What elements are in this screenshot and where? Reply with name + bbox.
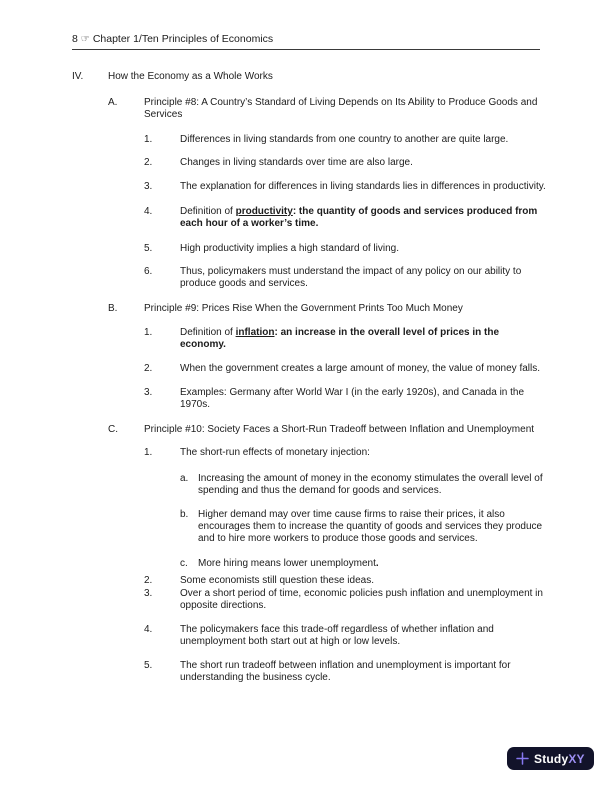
outline-marker: c.	[180, 558, 188, 569]
page-header	[72, 33, 540, 50]
outline-text: How the Economy as a Whole Works	[108, 71, 273, 82]
outline-text: Principle #10: Society Faces a Short-Run Tradeoff between Inflation and Unemployment	[144, 424, 535, 435]
outline-item-1	[72, 447, 546, 459]
outline-item-2	[72, 363, 546, 375]
outline-item-3	[72, 181, 546, 193]
outline-text: Definition of productivity: the quantity of goods and services produced from each hour of a worker’s time.	[180, 206, 538, 229]
outline-marker: 1.	[144, 134, 153, 145]
outline-item-c	[72, 424, 546, 436]
outline-text: Higher demand may over time cause firms to raise their prices, it also encourages them to increase the quantity of goods and services they produce and to hire more workers to produce those goods and services.	[198, 509, 543, 544]
outline-text: Some economists still question these ideas.	[180, 575, 374, 586]
chapter-title: Chapter 1/Ten Principles of Economics	[92, 33, 274, 45]
outline-item-a	[72, 473, 546, 497]
outline-item-4	[72, 206, 546, 230]
outline-item-6	[72, 266, 546, 290]
outline-marker: 3.	[144, 588, 153, 599]
outline-text: The policymakers face this trade-off regardless of whether inflation and unemployment both start out at high or low levels.	[180, 624, 494, 647]
outline-marker: 4.	[144, 206, 153, 217]
outline-text: The short-run effects of monetary injection:	[180, 447, 370, 458]
outline-item-b	[72, 303, 546, 315]
outline-text: Definition of inflation: an increase in the overall level of prices in the economy.	[180, 327, 500, 350]
outline-item-b	[72, 509, 546, 545]
outline-marker: 3.	[144, 181, 153, 192]
outline-text: Principle #8: A Country’s Standard of Living Depends on Its Ability to Produce Goods and Services	[144, 97, 538, 120]
outline-marker: 1.	[144, 447, 153, 458]
outline-marker: IV.	[72, 71, 84, 82]
outline-marker: A.	[108, 97, 118, 108]
logo-text-xy: XY	[568, 751, 585, 766]
pointing-hand-icon: ☞	[80, 34, 90, 45]
outline-item-1	[72, 134, 546, 146]
outline-text: When the government creates a large amount of money, the value of money falls.	[180, 363, 541, 374]
outline-text: Changes in living standards over time are also large.	[180, 157, 413, 168]
plus-icon	[516, 752, 529, 765]
outline-marker: 2.	[144, 157, 153, 168]
studyxy-logo	[507, 747, 594, 770]
outline-marker: 3.	[144, 387, 153, 398]
outline-marker: 1.	[144, 327, 153, 338]
logo-text-study: Study	[534, 751, 569, 766]
outline-text: Principle #9: Prices Rise When the Government Prints Too Much Money	[144, 303, 463, 314]
outline-item-1	[72, 327, 546, 351]
outline-text: Examples: Germany after World War I (in the early 1920s), and Canada in the 1970s.	[180, 387, 525, 410]
outline-text: Thus, policymakers must understand the impact of any policy on our ability to produce goods and services.	[180, 266, 522, 289]
outline-text: The short run tradeoff between inflation and unemployment is important for understanding the business cycle.	[180, 660, 511, 683]
outline-marker: C.	[108, 424, 118, 435]
outline-marker: 5.	[144, 243, 153, 254]
logo-text	[534, 753, 585, 765]
outline-item-a	[72, 97, 546, 121]
outline-marker: 4.	[144, 624, 153, 635]
page-number: 8	[72, 33, 78, 45]
outline-marker: 2.	[144, 363, 153, 374]
outline-item-2	[72, 575, 546, 587]
outline-text: High productivity implies a high standard of living.	[180, 243, 399, 254]
outline-list	[72, 71, 546, 684]
outline-text: Increasing the amount of money in the economy stimulates the overall level of spending and thus the demand for goods and services.	[198, 473, 543, 496]
outline-marker: 2.	[144, 575, 153, 586]
outline-item-5	[72, 660, 546, 684]
outline-text: More hiring means lower unemployment.	[198, 558, 379, 569]
outline-item-3	[72, 387, 546, 411]
outline-item-4	[72, 624, 546, 648]
outline-item-5	[72, 243, 546, 255]
outline-marker: B.	[108, 303, 118, 314]
outline-text: Over a short period of time, economic policies push inflation and unemployment in opposite directions.	[180, 588, 543, 611]
outline-item-3	[72, 588, 546, 612]
outline-item-c	[72, 558, 546, 570]
outline-marker: 5.	[144, 660, 153, 671]
outline-item-2	[72, 157, 546, 169]
outline-marker: 6.	[144, 266, 153, 277]
outline-item-iv	[72, 71, 546, 83]
outline-marker: b.	[180, 509, 189, 520]
outline-marker: a.	[180, 473, 189, 484]
outline-text: Differences in living standards from one country to another are quite large.	[180, 134, 509, 145]
outline-text: The explanation for differences in living standards lies in differences in productivity.	[180, 181, 546, 192]
